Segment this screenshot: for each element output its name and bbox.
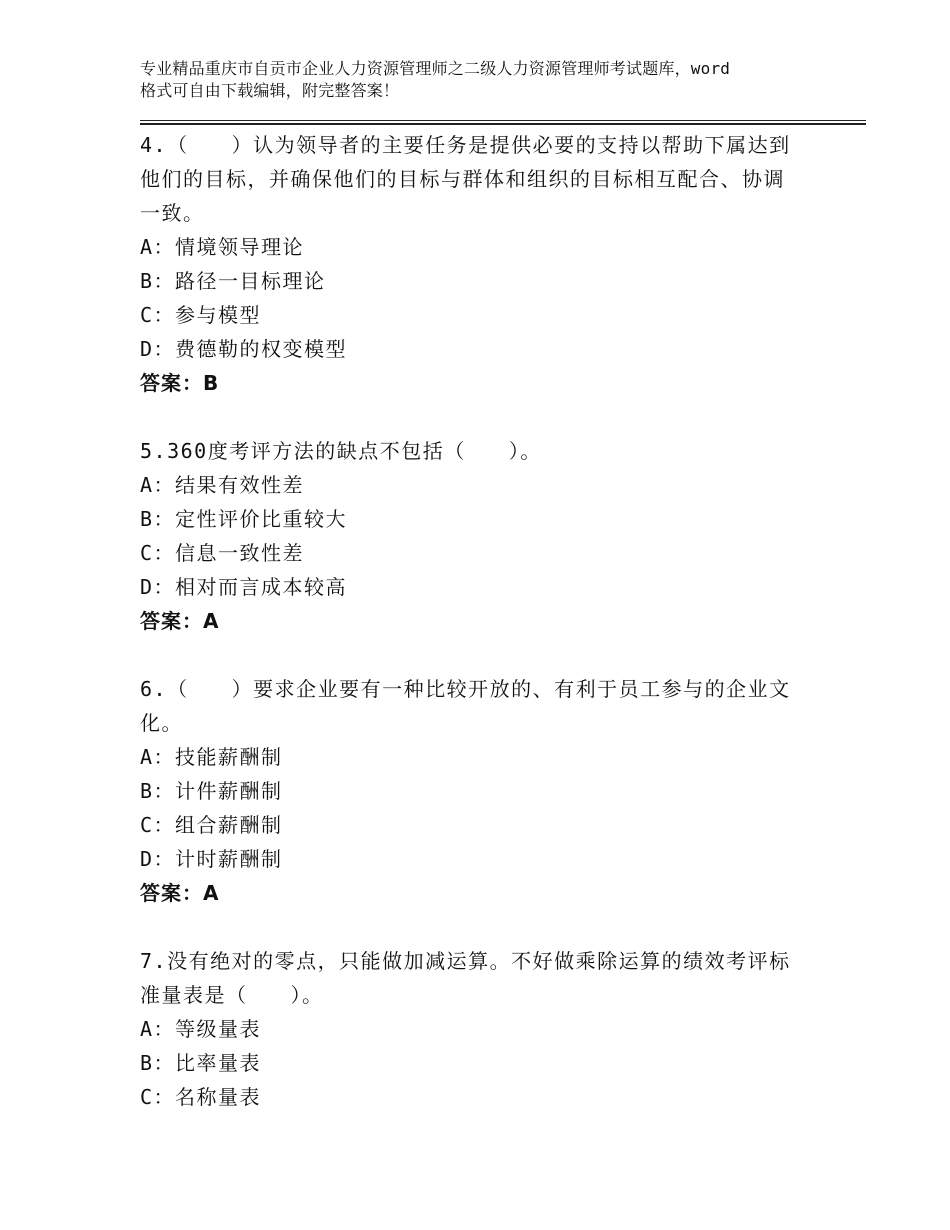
answer-value: A: [203, 609, 220, 633]
answer-label: 答案：: [140, 881, 203, 905]
question-7-line-1: 7.没有绝对的零点，只能做加减运算。不好做乘除运算的绩效考评标: [140, 949, 791, 973]
header-line-2: 格式可自由下载编辑，附完整答案！: [140, 81, 400, 100]
question-7-option-c: C：名称量表: [140, 1085, 262, 1109]
question-4-option-b: B：路径一目标理论: [140, 269, 326, 293]
question-6-option-b: B：计件薪酬制: [140, 779, 283, 803]
header-divider-thick: [140, 123, 866, 125]
question-4-line-2: 他们的目标，并确保他们的目标与群体和组织的目标相互配合、协调: [140, 167, 785, 191]
question-4-line-1: 4.（ ）认为领导者的主要任务是提供必要的支持以帮助下属达到: [140, 133, 791, 157]
question-4-option-d: D：费德勒的权变模型: [140, 337, 348, 361]
question-4-option-a: A：情境领导理论: [140, 235, 305, 259]
question-4-answer: [140, 366, 820, 400]
header-divider-thin: [140, 120, 866, 121]
spacer: [140, 638, 820, 672]
document-header: [140, 58, 840, 102]
question-6-option-c: C：组合薪酬制: [140, 813, 283, 837]
answer-value: A: [203, 881, 220, 905]
question-5-option-d: D：相对而言成本较高: [140, 575, 348, 599]
question-6-line-1: 6.（ ）要求企业要有一种比较开放的、有利于员工参与的企业文: [140, 677, 791, 701]
question-5-line-1: 5.360度考评方法的缺点不包括（ ）。: [140, 439, 542, 463]
question-4: [140, 128, 820, 400]
question-6-answer: [140, 876, 820, 910]
answer-value: B: [203, 371, 220, 395]
answer-label: 答案：: [140, 371, 203, 395]
question-6-option-d: D：计时薪酬制: [140, 847, 283, 871]
spacer: [140, 400, 820, 434]
question-list: [140, 128, 820, 1114]
spacer: [140, 910, 820, 944]
question-4-option-c: C：参与模型: [140, 303, 262, 327]
question-5-option-b: B：定性评价比重较大: [140, 507, 348, 531]
question-7-line-2: 准量表是（ ）。: [140, 983, 324, 1007]
question-5: [140, 434, 820, 638]
question-6-line-2: 化。: [140, 711, 183, 735]
question-7-option-b: B：比率量表: [140, 1051, 262, 1075]
question-5-option-a: A：结果有效性差: [140, 473, 305, 497]
question-7-option-a: A：等级量表: [140, 1017, 262, 1041]
question-5-answer: [140, 604, 820, 638]
question-6-option-a: A：技能薪酬制: [140, 745, 283, 769]
answer-label: 答案：: [140, 609, 203, 633]
question-4-line-3: 一致。: [140, 201, 205, 225]
question-6: [140, 672, 820, 910]
question-5-option-c: C：信息一致性差: [140, 541, 305, 565]
question-7: [140, 944, 820, 1114]
header-line-1: 专业精品重庆市自贡市企业人力资源管理师之二级人力资源管理师考试题库，word: [140, 59, 731, 78]
